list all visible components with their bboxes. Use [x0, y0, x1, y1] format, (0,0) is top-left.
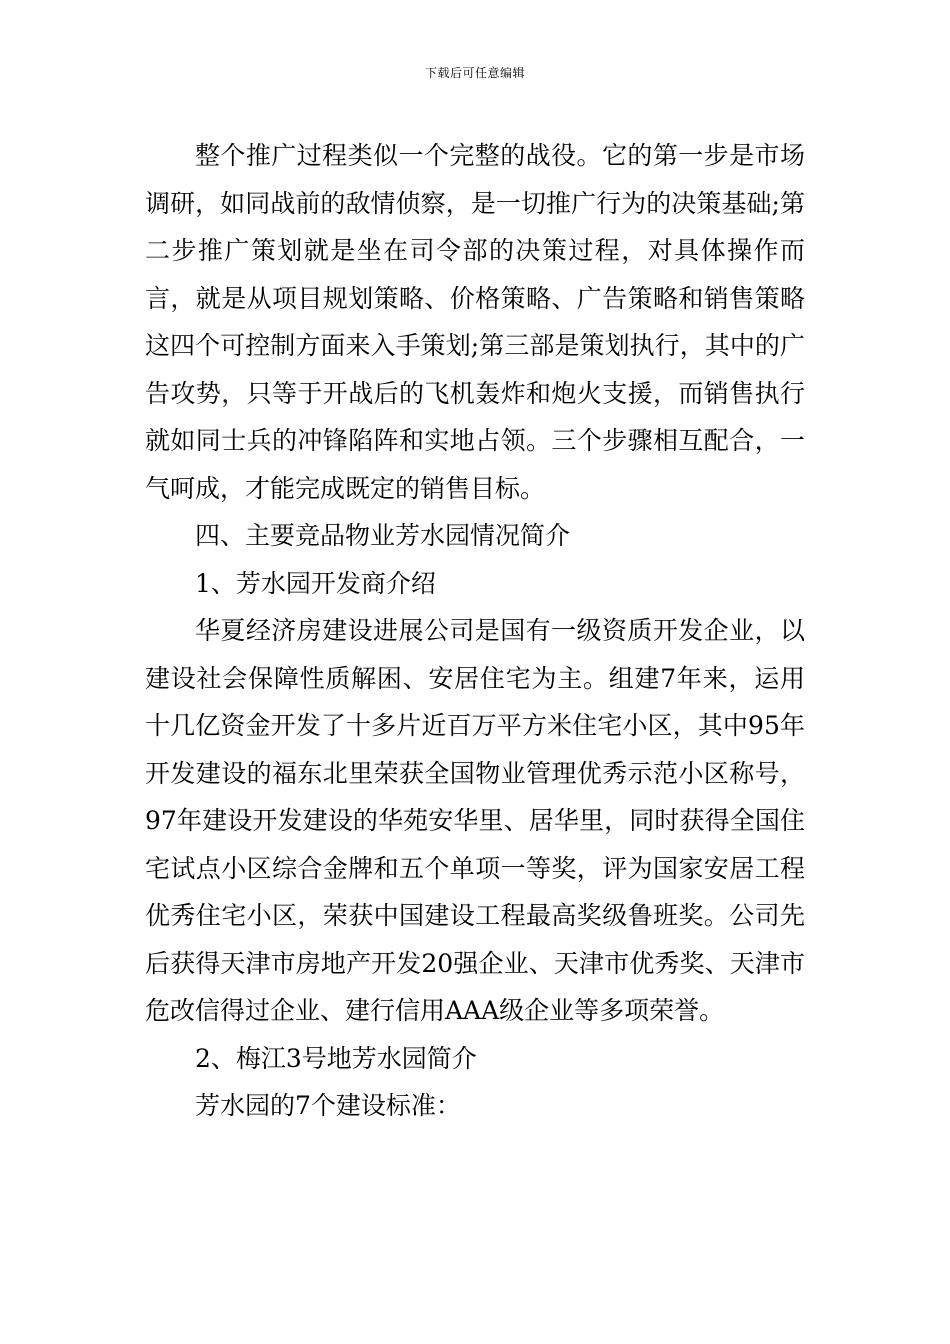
subheading-project-intro: 2、梅江3号地芳水园简介 — [195, 1043, 477, 1073]
paragraph-promotion-process: 整个推广过程类似一个完整的战役。它的第一步是市场调研，如同战前的敌情侦察，是一切推广行为的决策基础;第二步推广策划就是坐在司令部的决策过程，对具体操作而言，就是从项目规划策略、价格策略、广告策略和销售策略这四个可控制方面来入手策划;第三部是策划执行，其中的广告攻势，只等于开战后的飞机轰炸和炮火支援，而销售执行就如同士兵的冲锋陷阵和实地占领。三个步骤相互配合，一气呵成，才能完成既定的销售目标。 — [145, 141, 805, 503]
paragraph-developer-profile: 华夏经济房建设进展公司是国有一级资质开发企业，以建设社会保障性质解困、安居住宅为主。组建7年来，运用十几亿资金开发了十多片近百万平方米住宅小区，其中95年开发建设的福东北里荣获全国物业管理优秀示范小区称号，97年建设开发建设的华苑安华里、居华里，同时获得全国住宅试点小区综合金牌和五个单项一等奖，评为国家安居工程优秀住宅小区，荣获中国建设工程最高奖级鲁班奖。公司先后获得天津市房地产开发20强企业、天津市优秀奖、天津市危改信得过企业、建行信用AAA级企业等多项荣誉。 — [145, 616, 805, 1025]
section-heading-competitor: 四、主要竞品物业芳水园情况简介 — [195, 521, 571, 550]
document-body — [145, 132, 805, 1130]
paragraph-construction-standards: 芳水园的7个建设标准： — [195, 1091, 461, 1120]
page-header: 下载后可任意编辑 — [424, 66, 525, 80]
subheading-developer-intro: 1、芳水园开发商介绍 — [195, 568, 436, 598]
